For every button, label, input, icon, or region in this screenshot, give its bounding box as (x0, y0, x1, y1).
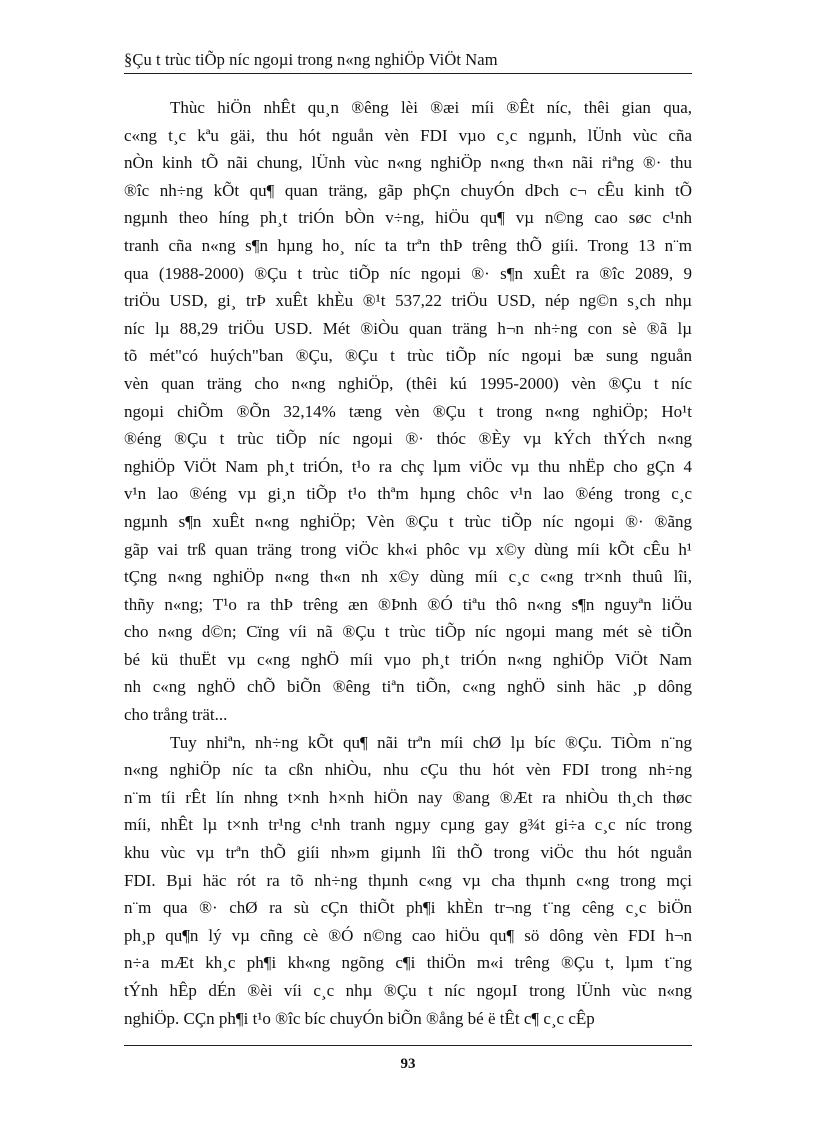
paragraph-2-line: n¨m tíi rÊt lín nhng t×nh h×nh hiÖn nay ®ang ®Æt ra nhiÒu th¸ch thøc (124, 787, 692, 807)
paragraph-2-line: míi, nhÊt lµ t×nh tr¹ng c¹nh tranh ngµy cµng gay g¾t gi÷a c¸c níc trong (124, 815, 692, 835)
paragraph-1-line: nÒn kinh tÕ nãi chung, lÜnh vùc n«ng nghiÖp n«ng th«n nãi riªng ®· thu (124, 153, 692, 173)
paragraph-1-line: nghiÖp ViÖt Nam ph¸t triÓn, t¹o ra chç lµm viÖc vµ thu nhËp cho gÇn 4 (124, 456, 692, 476)
paragraph-1-line: vèn quan träng cho n«ng nghiÖp, (thêi kú 1995-2000) vèn ®Çu t níc (124, 373, 692, 393)
paragraph-1-line: Thùc hiÖn nhÊt qu¸n ®êng lèi ®æi míi ®Êt níc, thêi gian qua, (170, 98, 692, 117)
paragraph-1-line: ngoµi chiÕm ®Õn 32,14% tæng vèn ®Çu t trong n«ng nghiÖp; Ho¹t (124, 401, 692, 421)
paragraph-1-line: qua (1988-2000) ®Çu t trùc tiÕp níc ngoµi ®· s¶n xuÊt ra ®îc 2089, 9 (124, 263, 692, 283)
paragraph-2-line: Tuy nhiªn, nh÷ng kÕt qu¶ nãi trªn míi chØ lµ bíc ®Çu. TiÒm n¨ng (170, 732, 692, 752)
paragraph-1-line: ngµnh s¶n xuÊt n«ng nghiÖp; Vèn ®Çu t trùc tiÕp níc ngoµi ®· ®ãng (124, 511, 692, 531)
paragraph-1-line: níc lµ 88,29 triÖu USD. Mét ®iÒu quan träng h¬n nh÷ng con sè ®ã lµ (124, 318, 692, 338)
paragraph-1-line: ngµnh theo híng ph¸t triÓn bÒn v÷ng, hiÖu qu¶ vµ n©ng cao søc c¹nh (124, 208, 692, 228)
paragraph-1-line: thñy n«ng; T¹o ra thÞ trêng æn ®Þnh ®Ó tiªu thô n«ng s¶n nguyªn liÖu (124, 594, 692, 614)
footer-divider (124, 1045, 692, 1046)
paragraph-1-line: cho n«ng d©n; Cïng víi nã ®Çu t trùc tiÕp níc ngoµi mang mét sè tiÕn (124, 622, 692, 642)
paragraph-1-line: ®éng ®Çu t trùc tiÕp níc ngoµi ®· thóc ®Èy vµ kÝch thÝch n«ng (124, 429, 692, 449)
paragraph-2-line: FDI. Bµi häc rót ra tõ nh÷ng thµnh c«ng vµ cha thµnh c«ng trong mçi (124, 870, 692, 890)
running-header: §Çu t trùc tiÕp níc ngoµi trong n«ng nghiÖp ViÖt Nam (124, 50, 498, 69)
paragraph-1-line: cho trång trät... (124, 705, 228, 725)
paragraph-1-line: tõ mét"có huých"ban ®Çu, ®Çu t trùc tiÕp níc ngoµi bæ sung nguån (124, 346, 692, 366)
paragraph-2-line: khu vùc vµ trªn thÕ giíi nh»m giµnh lîi thÕ trong viÖc thu hót nguån (124, 843, 692, 863)
header-divider (124, 73, 692, 74)
paragraph-1-line: tranh cña n«ng s¶n hµng ho¸ níc ta trªn thÞ trêng thÕ giíi. Trong 13 n¨m (124, 235, 692, 255)
paragraph-2-line: n¨m qua ®· chØ ra sù cÇn thiÕt ph¶i khÈn tr¬ng t¨ng cêng c¸c biÖn (124, 898, 692, 918)
paragraph-1-line: nh c«ng nghÖ chÕ biÕn ®êng tiªn tiÕn, c«ng nghÖ sinh häc ¸p dông (124, 677, 692, 697)
page-number: 93 (400, 1056, 416, 1072)
paragraph-1-line: triÖu USD, gi¸ trÞ xuÊt khÈu ®¹t 537,22 triÖu USD, nép ng©n s¸ch nhµ (124, 291, 692, 311)
paragraph-1-line: ®îc nh÷ng kÕt qu¶ quan träng, gãp phÇn chuyÓn dÞch c¬ cÊu kinh tÕ (124, 180, 692, 200)
paragraph-2-line: nghiÖp. CÇn ph¶i t¹o ®îc bíc chuyÓn biÕn ®ång bé ë tÊt c¶ c¸c cÊp (124, 1008, 595, 1028)
paragraph-1-line: v¹n lao ®éng vµ gi¸n tiÕp t¹o thªm hµng chôc v¹n lao ®éng trong c¸c (124, 484, 692, 504)
paragraph-1-line: bé kü thuËt vµ c«ng nghÖ míi vµo ph¸t triÓn n«ng nghiÖp ViÖt Nam (124, 649, 692, 669)
paragraph-2-line: ph¸p qu¶n lý vµ cñng cè ®Ó n©ng cao hiÖu qu¶ sö dông vèn FDI h¬n (124, 925, 692, 945)
paragraph-1-line: gãp vai trß quan träng trong viÖc kh«i phôc vµ x©y dùng míi kÕt cÊu h¹ (124, 539, 692, 559)
paragraph-2-line: n«ng nghiÖp níc ta cßn nhiÒu, nhu cÇu thu hót vèn FDI trong nh÷ng (124, 760, 692, 780)
paragraph-2-line: n÷a mÆt kh¸c ph¶i kh«ng ngõng c¶i thiÖn m«i trêng ®Çu t, lµm t¨ng (124, 953, 692, 973)
paragraph-1-line: c«ng t¸c kªu gäi, thu hót nguån vèn FDI vµo c¸c ngµnh, lÜnh vùc cña (124, 125, 692, 145)
paragraph-2-line: tÝnh hÊp dÉn ®èi víi c¸c nhµ ®Çu t níc ngoµI trong lÜnh vùc n«ng (124, 981, 692, 1000)
paragraph-1-line: tÇng n«ng nghiÖp n«ng th«n nh x©y dùng míi c¸c c«ng tr×nh thuû lîi, (124, 567, 692, 587)
document-body (124, 94, 692, 1032)
